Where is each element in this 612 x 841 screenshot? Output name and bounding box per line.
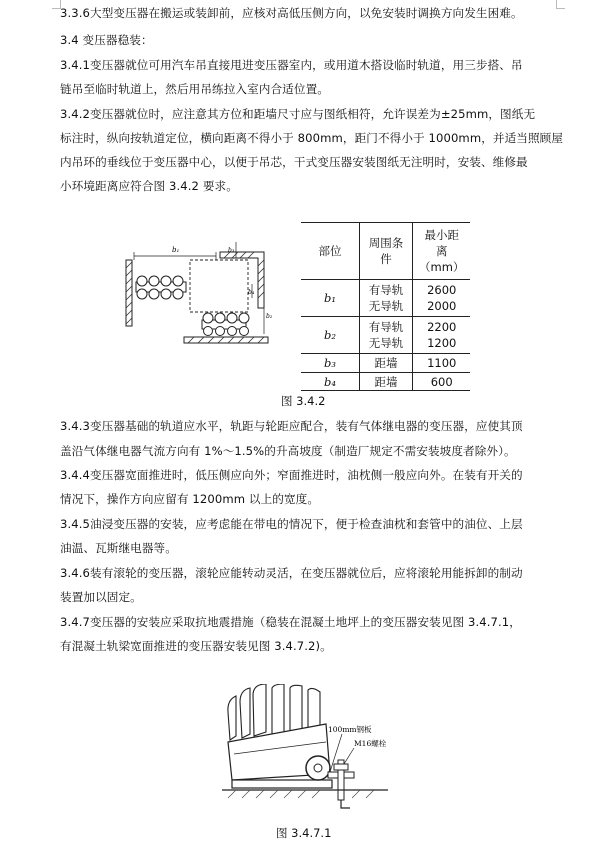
cell-condition-line2: 无导轨 <box>368 299 404 313</box>
clearance-table <box>301 222 470 391</box>
header-distance-line2: 离 <box>435 244 448 258</box>
paragraph-3-4-4-line1: 3.4.4变压器宽面推进时，低压侧应向外；窄面推进时，油枕侧一般应向外。在装有开关的 <box>60 468 523 482</box>
cell-distance <box>413 280 471 317</box>
paragraph-3-4-3-line2: 盖沿气体继电器气流方向有 1%～1.5%的升高坡度（制造厂规定不需安装坡度者除外）。 <box>60 444 516 458</box>
paragraph-3-4-2-line1: 3.4.2变压器就位时，应注意其方位和距墙尺寸应与图纸相符，允许误差为±25mm，图纸无 <box>60 107 536 121</box>
label-steel-plate: 100mm钢板 <box>328 725 372 734</box>
paragraph-3-4-6-line2: 装置加以固定。 <box>60 590 142 604</box>
figure-3-4-2-drawing <box>124 238 284 348</box>
label-b4: b₄ <box>248 289 255 296</box>
table-row <box>301 317 470 354</box>
cell-condition <box>360 280 413 317</box>
cell-distance: 600 <box>413 373 471 391</box>
paragraph-3-4-1-line2: 链吊至临时轨道上，然后用吊练拉入室内合适位置。 <box>60 82 329 96</box>
header-condition-line1: 周围条 <box>368 236 404 250</box>
cell-distance: 1100 <box>413 354 471 373</box>
cell-distance-line2: 2000 <box>427 299 457 313</box>
paragraph-3-3-6: 3.3.6大型变压器在搬运或装卸前，应核对高低压侧方向，以免安装时调换方向发生困难。 <box>60 6 523 20</box>
floor <box>184 337 268 343</box>
table-header-row <box>301 223 470 280</box>
cell-condition-line1: 有导轨 <box>368 283 404 297</box>
cell-condition-line1: 有导轨 <box>368 320 404 334</box>
cell-position: b₄ <box>301 373 360 391</box>
paragraph-3-4-6-line1: 3.4.6装有滚轮的变压器，滚轮应能转动灵活，在变压器就位后，应将滚轮用能拆卸的制动 <box>60 566 523 580</box>
header-min-distance <box>413 223 471 280</box>
header-distance-line1: 最小距 <box>424 228 459 242</box>
paragraph-3-4-7-line2: 有混凝土轨梁宽面推进的变压器安装见图 3.4.7.2)。 <box>60 639 332 653</box>
label-bolt: M16螺栓 <box>354 739 387 748</box>
table-row <box>301 354 470 373</box>
transformer-outline-dashed <box>190 260 248 312</box>
cell-condition: 距墙 <box>360 373 413 391</box>
cell-condition: 距墙 <box>360 354 413 373</box>
paragraph-3-4-3-line1: 3.4.3变压器基础的轨道应水平，轨距与轮距应配合，装有气体继电器的变压器，应使其顶 <box>60 419 523 433</box>
rollers-top <box>136 276 186 299</box>
table-row <box>301 373 470 391</box>
header-unit: （mm） <box>419 260 465 274</box>
left-wall <box>126 260 132 326</box>
cell-position: b₃ <box>301 354 360 373</box>
paragraph-3-4-5-line2: 油温、瓦斯继电器等。 <box>60 541 177 555</box>
section-heading-3-4: 3.4 变压器稳装： <box>60 33 153 47</box>
header-condition <box>360 223 413 280</box>
paragraph-3-4-1-line1: 3.4.1变压器就位可用汽车吊直接甩进变压器室内，或用道木搭设临时轨道，用三步搭、吊 <box>60 58 523 72</box>
label-b3: b₃ <box>228 247 235 254</box>
paragraph-3-4-7-line1: 3.4.7变压器的安装应采取抗地震措施（稳装在混凝土地坪上的变压器安装见图 3.4.7.1， <box>60 615 521 629</box>
cell-distance-line2: 1200 <box>427 336 457 350</box>
margin-mark <box>556 0 565 9</box>
figure-3-4-7-1-drawing <box>222 684 388 818</box>
cell-distance-line1: 2600 <box>427 283 457 297</box>
header-condition-line2: 件 <box>380 252 392 266</box>
cell-position: b₂ <box>301 317 360 354</box>
figure-3-4-7-1-caption: 图 3.4.7.1 <box>276 826 332 840</box>
label-b1: b₁ <box>172 246 180 254</box>
table-row <box>301 280 470 317</box>
base-channel <box>232 780 332 788</box>
label-b2: b₂ <box>266 313 273 320</box>
header-position: 部位 <box>301 223 360 280</box>
figure-3-4-2-caption: 图 3.4.2 <box>281 394 326 408</box>
paragraph-3-4-2-line3: 内吊环的垂线位于变压器中心，以便于吊芯，干式变压器安装图纸无注明时，安装、维修最 <box>60 155 528 169</box>
paragraph-3-4-2-line4: 小环境距离应符合图 3.4.2 要求。 <box>60 179 238 193</box>
cell-condition <box>360 317 413 354</box>
paragraph-3-4-5-line1: 3.4.5油浸变压器的安装，应考虑能在带电的情况下，便于检查油枕和套管中的油位、上层 <box>60 517 523 531</box>
cell-position: b₁ <box>301 280 360 317</box>
paragraph-3-4-4-line2: 情况下，操作方向应留有 1200mm 以上的宽度。 <box>60 492 320 506</box>
rollers-bottom <box>202 313 249 336</box>
paragraph-3-4-2-line2: 标注时，纵向按轨道定位，横向距离不得小于 800mm，距门不得小于 1000mm，并适当照顾屋 <box>60 131 564 145</box>
cell-distance-line1: 2200 <box>427 320 457 334</box>
cell-condition-line2: 无导轨 <box>368 336 404 350</box>
cell-distance <box>413 317 471 354</box>
